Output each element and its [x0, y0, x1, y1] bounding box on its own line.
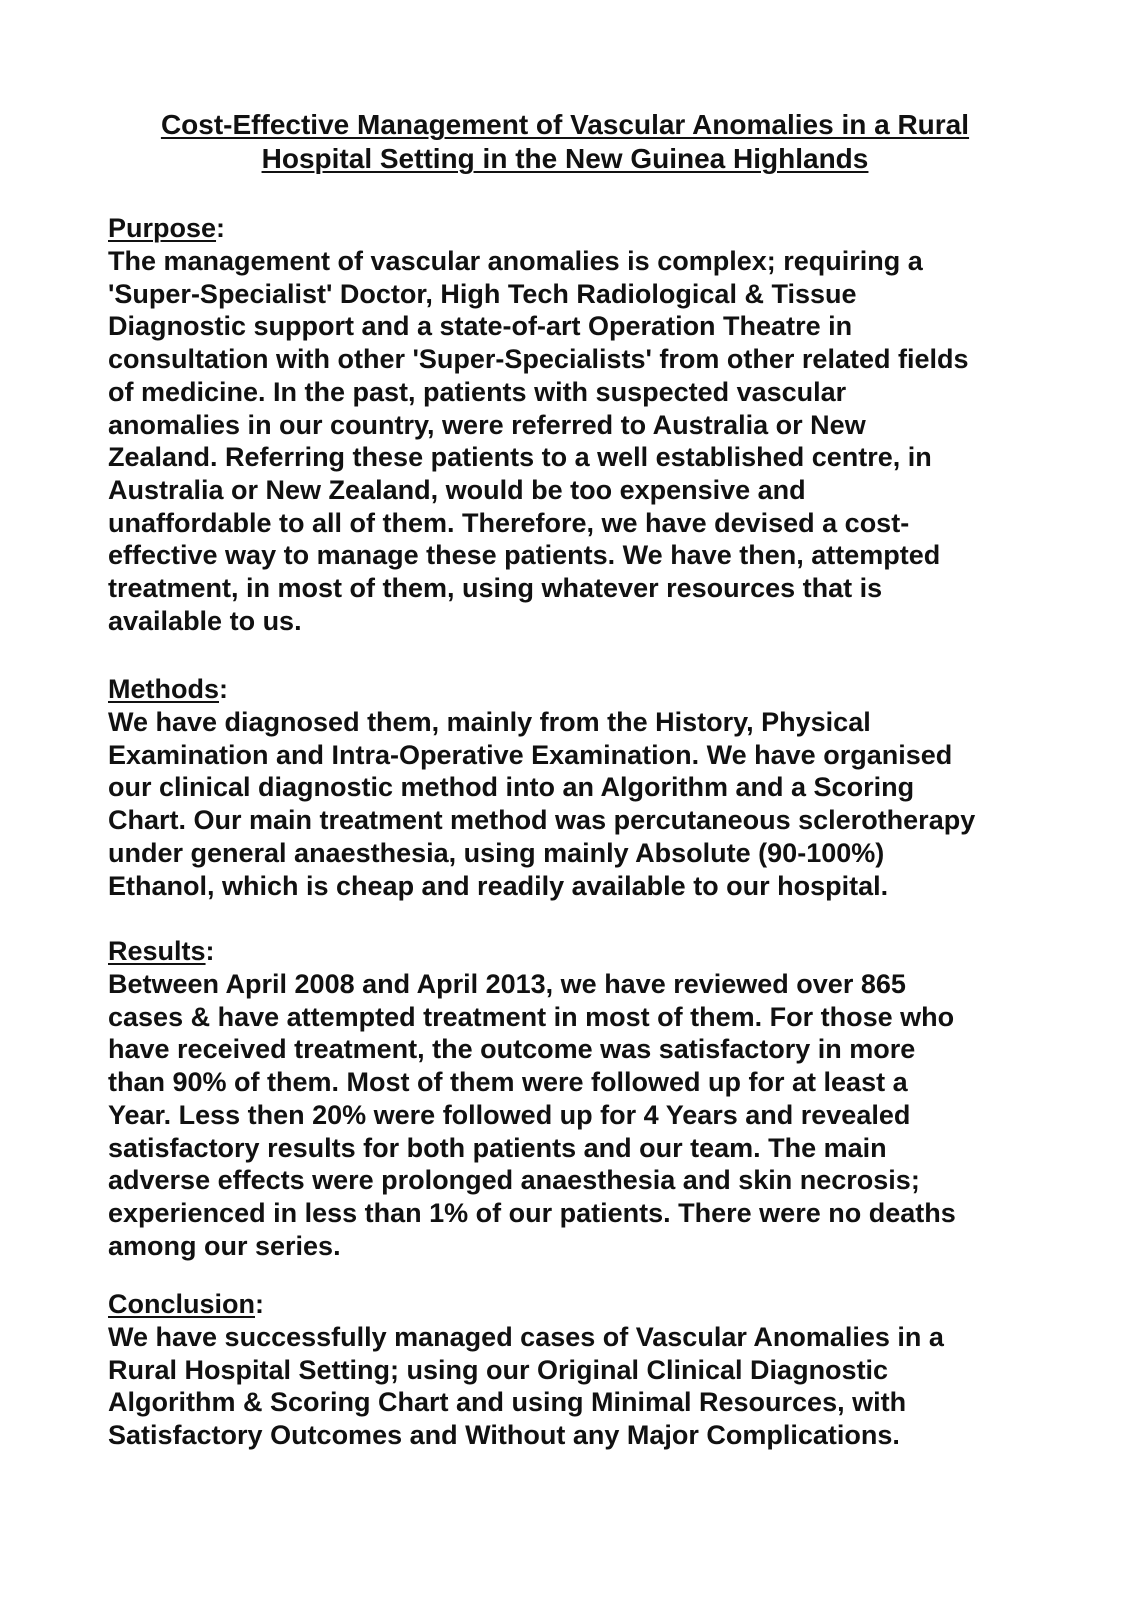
text-line: satisfactory results for both patients and our team. The main [108, 1132, 887, 1163]
title-line-2: Hospital Setting in the New Guinea Highlands [261, 143, 869, 174]
section-heading: Methods: [108, 674, 228, 704]
purpose-body [108, 245, 1028, 637]
text-line: Satisfactory Outcomes and Without any Major Complications. [108, 1420, 900, 1451]
section-heading: Purpose: [108, 213, 226, 243]
text-line: available to us. [108, 605, 302, 636]
purpose-heading: Purpose [108, 213, 217, 243]
text-line: of medicine. In the past, patients with suspected vascular [108, 376, 847, 407]
text-line: treatment, in most of them, using whatever resources that is [108, 573, 883, 604]
document-title [108, 108, 1022, 176]
text-line: experienced in less than 1% of our patients. There were no deaths [108, 1197, 956, 1228]
section-heading: Results: [108, 936, 215, 966]
purpose-section [108, 212, 1028, 637]
text-line: than 90% of them. Most of them were followed up for at least a [108, 1067, 908, 1098]
text-line: anomalies in our country, were referred to Australia or New [108, 409, 866, 440]
text-line: consultation with other 'Super-Specialists' from other related fields [108, 344, 969, 375]
text-line: Chart. Our main treatment method was percutaneous sclerotherapy [108, 805, 976, 836]
results-body [108, 968, 1028, 1262]
text-line: The management of vascular anomalies is complex; requiring a [108, 246, 923, 276]
text-line: effective way to manage these patients. We have then, attempted [108, 540, 941, 571]
text-line: unaffordable to all of them. Therefore, we have devised a cost- [108, 507, 910, 538]
text-line: have received treatment, the outcome was satisfactory in more [108, 1034, 916, 1065]
text-line: Australia or New Zealand, would be too expensive and [108, 474, 806, 505]
conclusion-body [108, 1321, 1028, 1452]
text-line: Algorithm & Scoring Chart and using Minimal Resources, with [108, 1387, 907, 1418]
text-line: cases & have attempted treatment in most of them. For those who [108, 1001, 955, 1032]
title-line-1: Cost-Effective Management of Vascular Anomalies in a Rural [160, 109, 970, 140]
text-line: Year. Less then 20% were followed up for 4 Years and revealed [108, 1099, 911, 1130]
conclusion-heading: Conclusion [108, 1289, 255, 1319]
results-section [108, 935, 1028, 1262]
text-line: Diagnostic support and a state-of-art Operation Theatre in [108, 311, 853, 342]
text-line: 'Super-Specialist' Doctor, High Tech Radiological & Tissue [108, 278, 857, 309]
text-line: Between April 2008 and April 2013, we have reviewed over 865 [108, 969, 906, 999]
text-line: our clinical diagnostic method into an Algorithm and a Scoring [108, 772, 915, 803]
text-line: among our series. [108, 1230, 341, 1261]
text-line: Ethanol, which is cheap and readily available to our hospital. [108, 870, 889, 901]
text-line: Examination and Intra-Operative Examination. We have organised [108, 739, 953, 770]
text-line: Zealand. Referring these patients to a well established centre, in [108, 442, 932, 473]
text-line: We have diagnosed them, mainly from the History, Physical [108, 707, 871, 737]
text-line: Rural Hospital Setting; using our Original Clinical Diagnostic [108, 1354, 889, 1385]
results-heading: Results [108, 936, 206, 966]
text-line: We have successfully managed cases of Vascular Anomalies in a [108, 1322, 944, 1352]
text-line: adverse effects were prolonged anaesthesia and skin necrosis; [108, 1165, 920, 1196]
conclusion-section [108, 1288, 1028, 1452]
methods-body [108, 706, 1028, 902]
methods-section [108, 673, 1028, 902]
methods-heading: Methods [108, 674, 219, 704]
section-heading: Conclusion: [108, 1289, 264, 1319]
text-line: under general anaesthesia, using mainly Absolute (90-100%) [108, 837, 885, 868]
